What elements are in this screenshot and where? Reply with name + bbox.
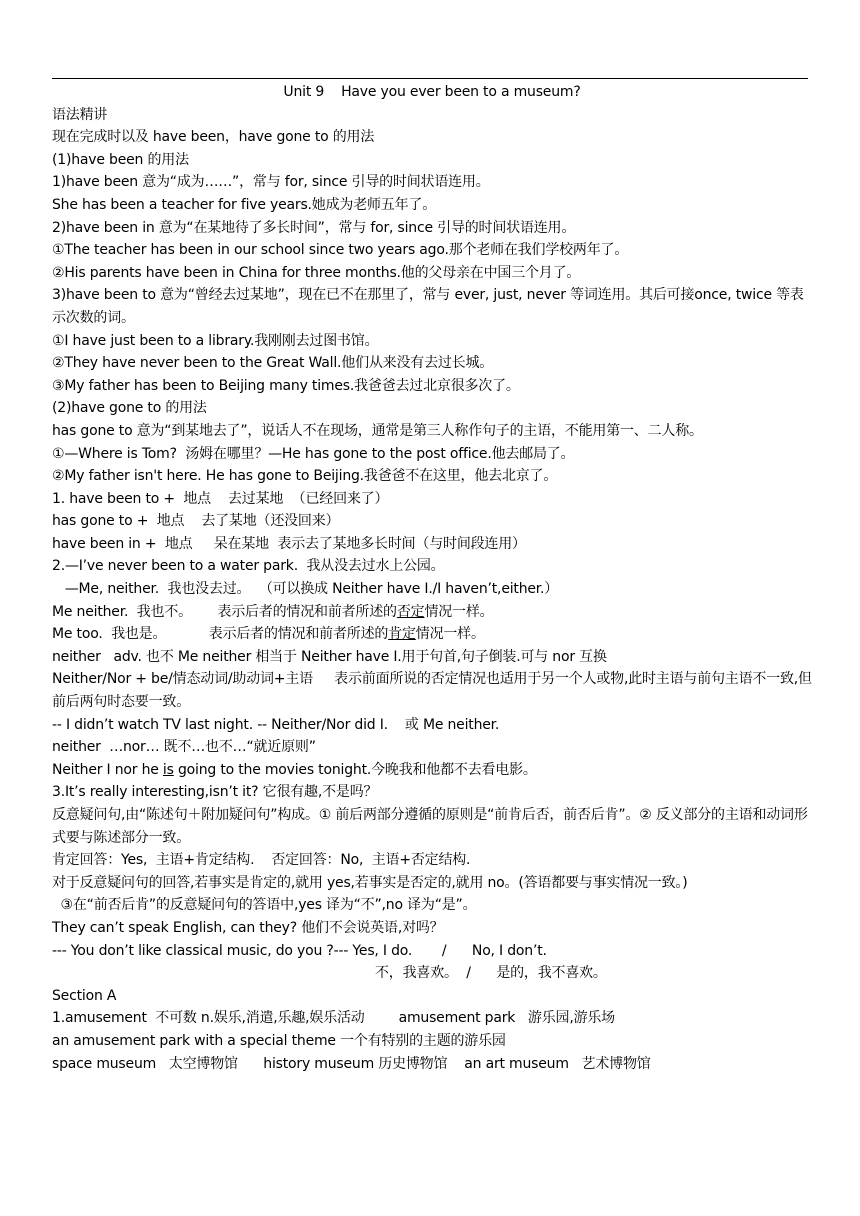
unit-title: Unit 9 Have you ever been to a museum? [283,84,581,100]
text-line: ①The teacher has been in our school since two years ago.那个老师在我们学校两年了。 [52,242,629,259]
text-line: 1)have been 意为“成为……”，常与 for, since 引导的时间状语连用。 [52,174,490,191]
text-line: 不，我喜欢。 / 是的，我不喜欢。 [375,965,607,982]
text-paragraph: 反意疑问句,由“陈述句＋附加疑问句”构成。① 前后两部分遵循的原则是“前肯后否，前否后肯”。② 反义部分的主语和动词形式要与陈述部分一致。 [52,807,808,846]
text-line: neither adv. 也不 Me neither 相当于 Neither have I.用于句首,句子倒装.可与 nor 互换 [52,648,607,665]
text-line: ③在“前否后肯”的反意疑问句的答语中,yes 译为“不”,no 译为“是”。 [52,897,477,914]
text-line [52,623,812,646]
underlined-word: is [162,761,174,778]
underlined-word: 肯定 [388,626,416,643]
text-line: --- You don’t like classical music, do you ?--- Yes, I do. / No, I don’t. [52,942,547,959]
text-line: (2)have gone to 的用法 [52,400,207,417]
text-segment: Neither I nor he [52,761,163,778]
text-line: ②They have never been to the Great Wall.他们从来没有去过长城。 [52,355,494,372]
text-paragraph: 对于反意疑问句的回答,若事实是肯定的,就用 yes,若事实是否定的,就用 no。(答语都要与事实情况一致。) [52,874,688,891]
text-segment: going to the movies tonight.今晚我和他都不去看电影。 [173,761,537,778]
text-line: She has been a teacher for five years.她成为老师五年了。 [52,196,437,213]
text-line: ②My father isn't here. He has gone to Beijing.我爸爸不在这里，他去北京了。 [52,468,558,485]
text-line: They can’t speak English, can they? 他们不会说英语,对吗？ [52,919,444,936]
text-line: have been in + 地点 呆在某地 表示去了某地多长时间（与时间段连用） [52,535,526,552]
text-paragraph: has gone to 意为“到某地去了”，说话人不在现场，通常是第三人称作句子的主语，不能用第一、二人称。 [52,422,703,439]
text-line: 1.amusement 不可数 n.娱乐,消遣,乐趣,娱乐活动 amusement park 游乐园,游乐场 [52,1010,615,1027]
text-line: 现在完成时以及 have been，have gone to 的用法 [52,129,375,146]
text-line: 2)have been in 意为“在某地待了多长时间”，常与 for, since 引导的时间状语连用。 [52,219,576,236]
text-line: ①—Where is Tom? 汤姆在哪里？—He has gone to the post office.他去邮局了。 [52,445,575,462]
text-line: has gone to + 地点 去了某地（还没回来） [52,513,340,530]
text-line: neither …nor… 既不…也不…“就近原则” [52,739,316,756]
text-paragraph: Neither/Nor + be/情态动词/助动词+主语 表示前面所说的否定情况也适用于另一个人或物,此时主语与前句主语不一致,但前后两句时态要一致。 [52,671,812,711]
text-segment: 情况一样。 [424,603,494,620]
text-line: an amusement park with a special theme 一个有特别的主题的游乐园 [52,1032,506,1049]
text-line: 2.—I’ve never been to a water park. 我从没去过水上公园。 [52,558,445,575]
header-rule [52,78,808,79]
text-line: 1. have been to + 地点 去过某地 （已经回来了） [52,490,389,507]
text-line: ②His parents have been in China for three months.他的父母亲在中国三个月了。 [52,264,581,281]
text-segment: Me neither. 我也不。 表示后者的情况和前者所述的 [52,603,397,620]
document-body [52,81,812,1075]
section-heading: Section A [52,987,117,1004]
section-heading: 语法精讲 [52,106,108,123]
text-line [52,759,812,782]
text-line: ①I have just been to a library.我刚刚去过图书馆。 [52,332,379,349]
text-line: 肯定回答：Yes, 主语+肯定结构. 否定回答：No, 主语+否定结构. [52,852,471,869]
text-line: space museum 太空博物馆 history museum 历史博物馆 an art museum 艺术博物馆 [52,1055,651,1072]
text-line [52,601,812,624]
text-segment: 情况一样。 [415,626,485,643]
text-line: —Me, neither. 我也没去过。 （可以换成 Neither have I./I haven’t,either.） [52,581,559,598]
text-line: ③My father has been to Beijing many times.我爸爸去过北京很多次了。 [52,377,520,394]
text-line: -- I didn’t watch TV last night. -- Neither/Nor did I. 或 Me neither. [52,716,500,733]
underlined-word: 否定 [396,603,425,620]
text-paragraph: 3)have been to 意为“曾经去过某地”，现在已不在那里了，常与 ever, just, never 等词连用。其后可接once, twice 等表示次数的词。 [52,287,804,326]
text-line: 3.It’s really interesting,isn’t it? 它很有趣,不是吗？ [52,784,378,801]
text-segment: Me too. 我也是。 表示后者的情况和前者所述的 [52,626,389,643]
text-line: (1)have been 的用法 [52,151,189,168]
